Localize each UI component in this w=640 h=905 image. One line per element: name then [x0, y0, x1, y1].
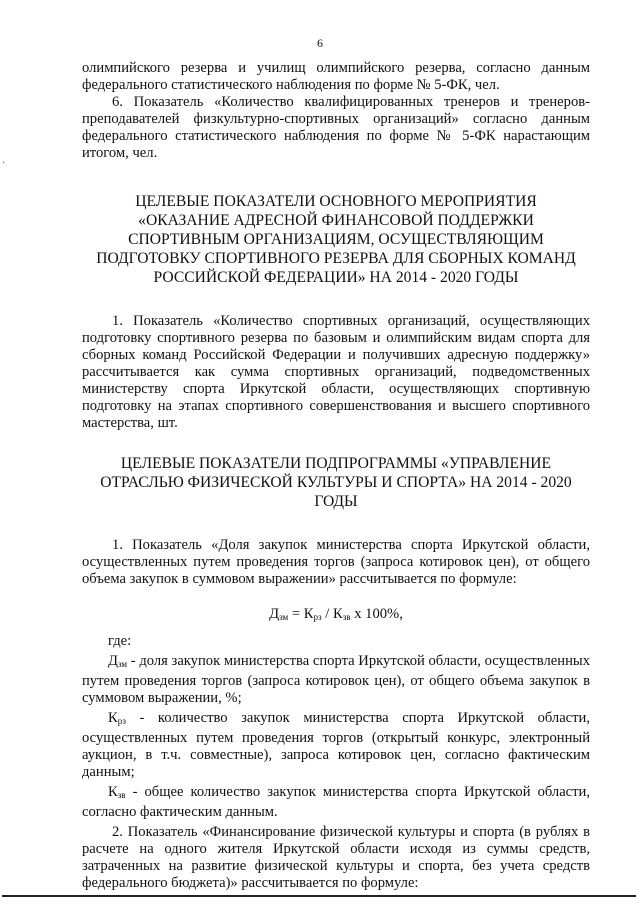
section2-paragraph-2: 2. Показатель «Финансирование физической культуры и спорта (в рублях в расчете на одного жителя Иркутской области исходя из суммы средств, затраченных на развитие физической культуры и спорта, без учета средств федерального бюджета)» рассчитывается по формуле: [82, 824, 590, 891]
scan-margin-mark: · [2, 158, 6, 169]
definition-text: - доля закупок министерства спорта Иркутской области, осуществленных путем проведения торгов (запроса котировок цен), от общего объема закупок в суммовом выражении, %; [82, 653, 590, 706]
intro-paragraph-continuation: олимпийского резерва и училищ олимпийского резерва, согласно данным федерального статистического наблюдения по форме № 5-ФК, чел. [82, 60, 590, 93]
definition-symbol: К [108, 710, 118, 726]
intro-paragraph-6: 6. Показатель «Количество квалифицированных тренеров и тренеров-преподавателей физкультурно-спортивных организаций» согласно данным федерального статистического наблюдения по форме № 5-ФК нарастающим итогом, чел. [82, 94, 590, 161]
section-heading-main-activity: ЦЕЛЕВЫЕ ПОКАЗАТЕЛИ ОСНОВНОГО МЕРОПРИЯТИЯ «ОКАЗАНИЕ АДРЕСНОЙ ФИНАНСОВОЙ ПОДДЕРЖКИ СПОРТИВНЫМ ОРГАНИЗАЦИЯМ, ОСУЩЕСТВЛЯЮЩИМ ПОДГОТОВКУ СПОРТИВНОГО РЕЗЕРВА ДЛЯ СБОРНЫХ КОМАНД РОССИЙСКОЙ ФЕДЕРАЦИИ» НА 2014 - 2020 ГОДЫ [96, 193, 576, 286]
definition-text: - количество закупок министерства спорта Иркутской области, осуществленных путем проведения торгов (открытый конкурс, электронный аукцион, в т.ч. совместные), запроса котировок цен, согласно фактическим данным; [82, 710, 590, 780]
where-label: где: [108, 633, 132, 649]
formula-lhs-sub: зм [279, 612, 289, 622]
definition-kzv [82, 784, 590, 821]
section1-paragraph-1: 1. Показатель «Количество спортивных организаций, осуществляющих подготовку спортивного резерва по базовым и олимпийским видам спорта для сборных команд Российской Федерации и получивших адресную поддержку» рассчитывается как сумма спортивных организаций, подведомственных министерству спорта Иркутской области, осуществляющих спортивную подготовку на этапах спортивного совершенствования и высшего спортивного мастерства, шт. [82, 313, 590, 431]
formula-divide: / [321, 606, 334, 622]
page-number: 6 [317, 36, 323, 50]
document-body [82, 60, 590, 892]
definition-symbol: Д [108, 653, 118, 669]
scan-bottom-edge [2, 895, 636, 897]
definition-dzm [82, 653, 590, 707]
definition-text: - общее количество закупок министерства спорта Иркутской области, согласно фактическим данным. [82, 784, 590, 820]
definition-symbol: К [108, 784, 118, 800]
section-heading-subprogram: ЦЕЛЕВЫЕ ПОКАЗАТЕЛИ ПОДПРОГРАММЫ «УПРАВЛЕНИЕ ОТРАСЛЬЮ ФИЗИЧЕСКОЙ КУЛЬТУРЫ И СПОРТА» НА 2014 - 2020 ГОДЫ [100, 455, 572, 510]
formula [82, 604, 590, 627]
formula-numerator: К [303, 606, 314, 622]
formula-lhs: Д [269, 606, 280, 622]
definition-symbol-sub: зв [117, 790, 126, 800]
formula-equals: = [288, 606, 304, 622]
formula-denominator-sub: зв [342, 612, 351, 622]
formula-tail: х 100%, [350, 606, 403, 622]
formula-denominator: К [333, 606, 343, 622]
definition-symbol-sub: рз [117, 716, 126, 726]
definition-krz [82, 710, 590, 781]
section2-paragraph-1: 1. Показатель «Доля закупок министерства спорта Иркутской области, осуществленных путем проведения торгов (запроса котировок цен), от общего объема закупок в суммовом выражении» рассчитывается по формуле: [82, 537, 590, 587]
definition-symbol-sub: зм [117, 659, 128, 669]
formula-numerator-sub: рз [313, 612, 322, 622]
